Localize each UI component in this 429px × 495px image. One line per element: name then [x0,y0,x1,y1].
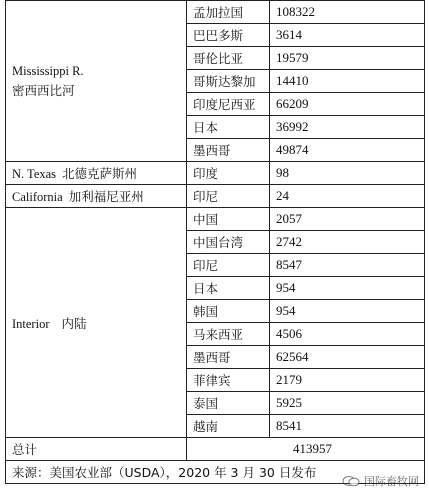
value-cell: 24 [270,185,425,208]
value-cell: 8541 [270,415,425,438]
country-cell: 巴巴多斯 [187,24,270,47]
value-cell: 2057 [270,208,425,231]
country-cell: 印度 [187,162,270,185]
value-cell: 5925 [270,392,425,415]
total-value: 413957 [293,441,332,456]
country-cell: 日本 [187,277,270,300]
country-cell: 中国 [187,208,270,231]
country-cell: 墨西哥 [187,346,270,369]
wechat-icon [342,475,360,487]
source-note: 来源：美国农业部（USDA），2020 年 3 月 30 日发布 [6,461,425,484]
country-cell: 哥伦比亚 [187,47,270,70]
region-name-zh: 加利福尼亚州 [68,189,144,204]
country-cell: 越南 [187,415,270,438]
region-cell-interior [6,208,187,438]
region-name-zh: 北德克萨斯州 [62,166,138,181]
table-row [6,185,425,208]
table-row [6,1,425,24]
watermark-text: 国际畜牧网 [364,475,419,488]
value-cell: 954 [270,300,425,323]
value-cell: 66209 [270,93,425,116]
country-cell: 墨西哥 [187,139,270,162]
country-cell: 菲律宾 [187,369,270,392]
value-cell: 954 [270,277,425,300]
value-cell: 62564 [270,346,425,369]
country-cell: 日本 [187,116,270,139]
region-cell-mississippi [6,1,187,162]
value-cell: 3614 [270,24,425,47]
value-cell: 98 [270,162,425,185]
region-name-zh: 内陆 [61,315,87,331]
value-cell: 108322 [270,1,425,24]
value-cell: 4506 [270,323,425,346]
country-cell: 中国台湾 [187,231,270,254]
country-cell: 孟加拉国 [187,1,270,24]
country-cell: 印尼 [187,185,270,208]
table-row [6,162,425,185]
total-row [6,438,425,461]
country-cell: 哥斯达黎加 [187,70,270,93]
total-value-cell [187,438,425,461]
watermark [342,473,419,489]
export-data-table [5,0,425,484]
region-name-en: Mississippi R. [12,64,84,78]
value-cell: 2179 [270,369,425,392]
value-cell: 14410 [270,70,425,93]
region-name-en: California [12,190,63,204]
region-name-en: N. Texas [12,167,57,181]
table-row [6,208,425,231]
country-cell: 韩国 [187,300,270,323]
country-cell: 印度尼西亚 [187,93,270,116]
value-cell: 8547 [270,254,425,277]
value-cell: 36992 [270,116,425,139]
region-cell-ntexas [6,162,187,185]
region-cell-california [6,185,187,208]
country-cell: 泰国 [187,392,270,415]
total-label: 总计 [6,438,187,461]
country-cell: 印尼 [187,254,270,277]
region-name-zh: 密西西比河 [12,83,75,98]
value-cell: 19579 [270,47,425,70]
value-cell: 49874 [270,139,425,162]
country-cell: 马来西亚 [187,323,270,346]
region-name-en: Interior [12,316,50,331]
value-cell: 2742 [270,231,425,254]
